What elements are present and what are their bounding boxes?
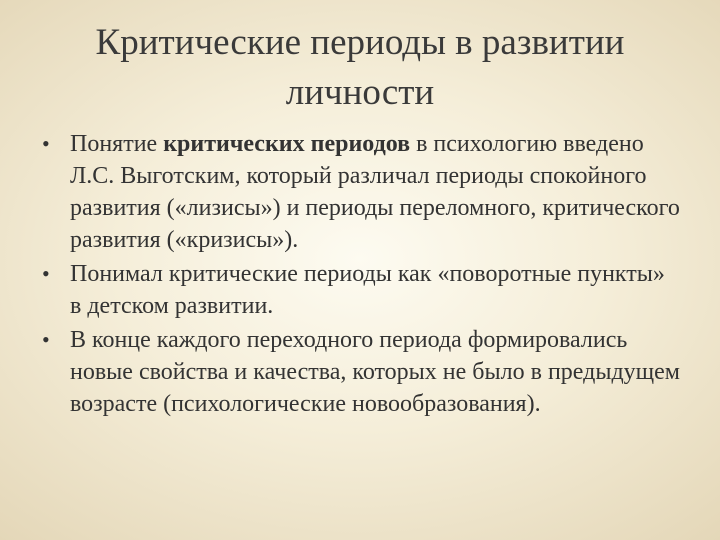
bullet-item-3 bbox=[42, 324, 682, 420]
bullet-1-text-start: Понятие bbox=[70, 131, 164, 157]
title-line-1: Критические периоды в развитии bbox=[95, 22, 625, 63]
bullet-3-text: В конце каждого переходного периода формировались новые свойства и качества, которых не было в предыдущем возрасте (психологические новообразования). bbox=[70, 327, 680, 417]
slide-title bbox=[40, 18, 680, 118]
title-line-2: личности bbox=[285, 72, 435, 113]
bullet-2-text: Понимал критические периоды как «поворотные пункты» в детском развитии. bbox=[70, 261, 665, 319]
bullet-1-text-end: в психологию введено Л.С. Выготским, который различал периоды спокойного развития («лизисы») и периоды переломного, критического развития («кризисы»). bbox=[70, 131, 680, 253]
bullet-marker: • bbox=[42, 131, 50, 156]
bullet-marker: • bbox=[42, 327, 50, 352]
bullet-item-1 bbox=[42, 128, 682, 256]
bullet-marker: • bbox=[42, 261, 50, 286]
bullet-item-2 bbox=[42, 258, 682, 322]
bullet-list bbox=[42, 128, 682, 422]
bullet-1-bold-term: критических периодов bbox=[163, 131, 411, 157]
